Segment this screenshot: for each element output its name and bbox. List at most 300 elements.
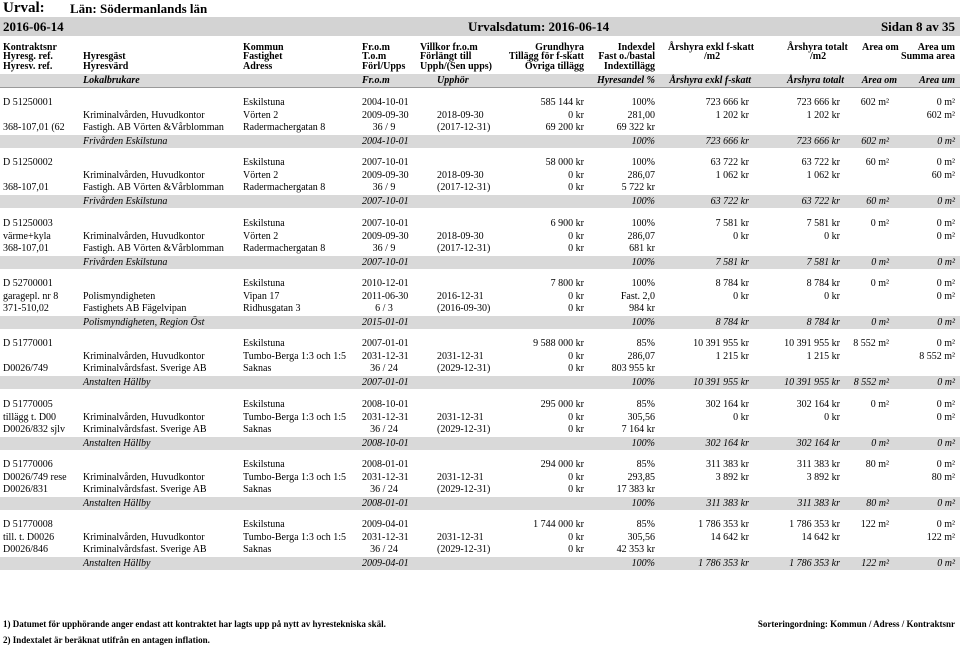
annual-rent-total-per-m2: 3 892 kr xyxy=(806,471,840,483)
area-om: 602 m² xyxy=(860,97,889,108)
landlord-ref: 368-107,01 (62 xyxy=(3,122,65,133)
footnote-1: 1) Datumet för upphörande anger endast att kontraktet har lagts upp på nytt av hyrestekniska skäl. xyxy=(3,619,386,629)
property-tax-supplement: 0 kr xyxy=(568,351,584,363)
contract-record xyxy=(0,519,960,571)
occupant-area-um: 0 m² xyxy=(937,136,955,147)
record-occupant-band xyxy=(0,437,960,450)
extended-to: 2018-09-30 xyxy=(437,110,484,121)
landlord-ref: 368-107,01 xyxy=(3,242,49,254)
annual-rent-total-per-m2: 1 202 kr xyxy=(806,110,840,121)
end-date: 2031-12-31 xyxy=(362,411,409,423)
annual-rent-total: 302 164 kr xyxy=(796,398,840,410)
tenant-ref: garagepl. nr 8 xyxy=(3,290,59,302)
col-occupant-rent-total: Årshyra totalt xyxy=(787,75,844,86)
fixed-base-value: 286,07 xyxy=(627,170,655,182)
occupant-area-um: 0 m² xyxy=(937,316,955,328)
record-row-contract xyxy=(0,278,960,290)
contract-record xyxy=(0,459,960,511)
col-annual-rent-total: Årshyra totalt xyxy=(787,42,848,53)
base-rent: 7 800 kr xyxy=(550,277,584,289)
occupant-from: 2004-10-01 xyxy=(362,136,409,147)
occupant-from: 2008-10-01 xyxy=(362,437,409,449)
annual-rent-excl: 1 786 353 kr xyxy=(698,519,749,531)
end-date: 2009-09-30 xyxy=(362,110,409,121)
municipality: Eskilstuna xyxy=(243,338,285,350)
start-date: 2010-12-01 xyxy=(362,277,409,289)
index-share: 100% xyxy=(631,277,655,289)
record-row-contract xyxy=(0,519,960,531)
annual-rent-total-per-m2: 1 215 kr xyxy=(806,351,840,363)
annual-rent-excl-per-m2: 1 215 kr xyxy=(715,351,749,363)
area-om: 80 m² xyxy=(865,458,889,470)
occupant-from: 2007-01-01 xyxy=(362,377,409,389)
record-occupant-band xyxy=(0,256,960,269)
tenant: Kriminalvården, Huvudkontor xyxy=(83,532,205,544)
col-tenant-ref: Hyresg. ref. xyxy=(3,51,53,62)
area-um: 0 m² xyxy=(936,519,955,531)
extended-to: 2031-12-31 xyxy=(437,532,484,544)
rent-share: 100% xyxy=(631,136,655,147)
annual-rent-total-per-m2: 0 kr xyxy=(824,411,840,423)
annual-rent-total: 63 722 kr xyxy=(801,157,840,169)
area-om: 0 m² xyxy=(870,398,889,410)
record-row-contract xyxy=(0,459,960,471)
occupant-area-om: 80 m² xyxy=(866,497,889,509)
occupant-area-om: 0 m² xyxy=(871,437,889,449)
occupant-rent-total: 7 581 kr xyxy=(806,256,840,268)
extended-to: 2031-12-31 xyxy=(437,411,484,423)
base-rent: 295 000 kr xyxy=(540,398,584,410)
index-share: 100% xyxy=(631,217,655,229)
landlord: Kriminalvårdsfast. Sverige AB xyxy=(83,544,207,556)
address: Ridhusgatan 3 xyxy=(243,302,301,314)
index-share: 85% xyxy=(636,338,655,350)
start-date: 2007-01-01 xyxy=(362,338,409,350)
landlord-ref: D0026/749 xyxy=(3,363,48,375)
fixed-base-value: Fast. 2,0 xyxy=(620,290,655,302)
end-date: 2011-06-30 xyxy=(362,290,409,302)
area-um: 0 m² xyxy=(936,277,955,289)
landlord: Kriminalvårdsfast. Sverige AB xyxy=(83,483,207,495)
other-supplements: 0 kr xyxy=(568,182,584,194)
area-um: 0 m² xyxy=(936,338,955,350)
col-occupant-area-om: Area om xyxy=(861,75,897,86)
occupant-header-band xyxy=(0,74,960,88)
record-row-landlord xyxy=(0,424,960,436)
start-date: 2004-10-01 xyxy=(362,97,409,108)
page-number: Sidan 8 av 35 xyxy=(880,19,955,34)
landlord-ref: D0026/846 xyxy=(3,544,48,556)
property: Tumbo-Berga 1:3 och 1:5 xyxy=(243,351,347,363)
extended-to: 2031-12-31 xyxy=(437,351,484,363)
occupant: Frivården Eskilstuna xyxy=(83,136,168,147)
record-row-landlord xyxy=(0,544,960,556)
record-row-landlord xyxy=(0,182,960,194)
start-date: 2007-10-01 xyxy=(362,217,409,229)
col-index-supplement: Indextillägg xyxy=(603,61,655,72)
annual-rent-total-per-m2: 1 062 kr xyxy=(806,170,840,182)
occupant: Anstalten Hällby xyxy=(83,558,151,570)
occupant-rent-excl: 311 383 kr xyxy=(706,497,749,509)
annual-rent-total: 723 666 kr xyxy=(796,97,840,108)
terminated: (2029-12-31) xyxy=(437,363,491,375)
col-base-rent: Grundhyra xyxy=(535,42,584,53)
annual-rent-excl-per-m2: 1 202 kr xyxy=(715,110,749,121)
record-row-tenant xyxy=(0,412,960,424)
tenant-ref: D0026/749 rese xyxy=(3,471,67,483)
area-om: 0 m² xyxy=(870,217,889,229)
occupant-area-om: 602 m² xyxy=(861,136,889,147)
total-area: 602 m² xyxy=(926,110,955,121)
property-tax-supplement: 0 kr xyxy=(568,290,584,302)
occupant-area-om: 122 m² xyxy=(861,558,889,570)
other-supplements: 0 kr xyxy=(568,363,584,375)
annual-rent-excl-per-m2: 0 kr xyxy=(733,290,749,302)
occupant-rent-total: 8 784 kr xyxy=(806,316,840,328)
total-area: 8 552 m² xyxy=(919,351,955,363)
col-end-date: T.o.m xyxy=(362,51,387,62)
contract-number: D 51770008 xyxy=(3,519,53,531)
tenant-ref: värme+kyla xyxy=(3,230,51,242)
annual-rent-total: 7 581 kr xyxy=(806,217,840,229)
fixed-base-value: 293,85 xyxy=(627,471,655,483)
occupant-from: 2009-04-01 xyxy=(362,558,409,570)
end-date: 2031-12-31 xyxy=(362,351,409,363)
index-supplement: 681 kr xyxy=(629,242,655,254)
occupant-area-um: 0 m² xyxy=(937,558,955,570)
selection-label: Urval: xyxy=(3,0,45,16)
occupant-rent-total: 311 383 kr xyxy=(797,497,840,509)
contract-number: D 51770005 xyxy=(3,398,53,410)
annual-rent-excl: 723 666 kr xyxy=(705,97,749,108)
start-date: 2007-10-01 xyxy=(362,157,409,169)
record-row-tenant xyxy=(0,170,960,182)
record-occupant-band xyxy=(0,316,960,329)
occupant-rent-total: 723 666 kr xyxy=(796,136,840,147)
report-header-band xyxy=(0,17,960,36)
index-share: 85% xyxy=(636,398,655,410)
address: Radermachergatan 8 xyxy=(243,122,326,133)
index-supplement: 7 164 kr xyxy=(621,423,655,435)
occupant-from: 2008-01-01 xyxy=(362,497,409,509)
area-um: 0 m² xyxy=(936,217,955,229)
contract-number: D 51250003 xyxy=(3,217,53,229)
address: Radermachergatan 8 xyxy=(243,182,326,194)
occupant-rent-total: 302 164 kr xyxy=(796,437,840,449)
col-property-tax-supplement: Tillägg för f-skatt xyxy=(508,51,584,62)
record-row-landlord xyxy=(0,363,960,375)
occupant-rent-total: 1 786 353 kr xyxy=(789,558,840,570)
occupant-area-um: 0 m² xyxy=(937,196,955,208)
property: Vipan 17 xyxy=(243,290,280,302)
occupant-from: 2007-10-01 xyxy=(362,256,409,268)
rent-share: 100% xyxy=(631,256,655,268)
property-tax-supplement: 0 kr xyxy=(568,170,584,182)
tenant: Kriminalvården, Huvudkontor xyxy=(83,471,205,483)
other-supplements: 0 kr xyxy=(568,423,584,435)
total-area: 0 m² xyxy=(936,230,955,242)
record-row-tenant xyxy=(0,351,960,363)
annual-rent-excl-per-m2: 14 642 kr xyxy=(710,532,749,544)
record-row-contract xyxy=(0,97,960,109)
occupant-rent-excl: 7 581 kr xyxy=(715,256,749,268)
col-fixed-base-value: Fast o./bastal xyxy=(598,51,655,62)
col-index-share: Indexdel xyxy=(617,42,655,53)
tenant-ref: till. t. D0026 xyxy=(3,532,55,544)
record-occupant-band xyxy=(0,195,960,208)
total-area: 122 m² xyxy=(926,532,955,544)
col-tenant: Hyresgäst xyxy=(83,51,126,62)
col-occupant-from: Fr.o.m xyxy=(362,75,390,86)
occupant-area-om: 0 m² xyxy=(871,316,889,328)
area-om: 60 m² xyxy=(865,157,889,169)
municipality: Eskilstuna xyxy=(243,458,285,470)
address: Radermachergatan 8 xyxy=(243,242,326,254)
terminated: (2017-12-31) xyxy=(437,182,491,194)
occupant: Anstalten Hällby xyxy=(83,377,151,389)
municipality: Eskilstuna xyxy=(243,97,285,108)
contract-number: D 51770001 xyxy=(3,338,53,350)
record-row-contract xyxy=(0,338,960,350)
extended-to: 2018-09-30 xyxy=(437,170,484,182)
extension-notice: 6 / 3 xyxy=(375,302,393,314)
occupant: Frivården Eskilstuna xyxy=(83,196,168,208)
record-occupant-band xyxy=(0,557,960,570)
base-rent: 294 000 kr xyxy=(540,458,584,470)
other-supplements: 0 kr xyxy=(568,544,584,556)
col-annual-rent-excl-per-m2: /m2 xyxy=(704,51,721,62)
rent-share: 100% xyxy=(631,377,655,389)
annual-rent-total-per-m2: 0 kr xyxy=(824,230,840,242)
annual-rent-excl-per-m2: 3 892 kr xyxy=(715,471,749,483)
extended-to: 2018-09-30 xyxy=(437,230,484,242)
annual-rent-total-per-m2: 14 642 kr xyxy=(801,532,840,544)
contract-number: D 51250002 xyxy=(3,157,53,169)
col-contract-number: Kontraktsnr xyxy=(3,42,57,53)
occupant-rent-excl: 302 164 kr xyxy=(705,437,749,449)
annual-rent-total: 311 383 kr xyxy=(797,458,840,470)
column-header-row-3 xyxy=(0,62,960,72)
contract-record xyxy=(0,338,960,390)
annual-rent-excl: 10 391 955 kr xyxy=(693,338,749,350)
annual-rent-excl: 7 581 kr xyxy=(715,217,749,229)
extension-notice: 36 / 24 xyxy=(370,423,398,435)
occupant-rent-total: 10 391 955 kr xyxy=(784,377,840,389)
occupant-rent-excl: 723 666 kr xyxy=(705,136,749,147)
annual-rent-excl-per-m2: 0 kr xyxy=(733,411,749,423)
col-occupant-area-um: Area um xyxy=(919,75,955,86)
report-date: 2016-06-14 xyxy=(3,19,64,34)
extended-to: 2016-12-31 xyxy=(437,290,484,302)
area-om: 0 m² xyxy=(870,277,889,289)
annual-rent-excl: 8 784 kr xyxy=(715,277,749,289)
col-total-area: Summa area xyxy=(901,51,955,62)
landlord-ref: 368-107,01 xyxy=(3,182,49,194)
sort-order: Sorteringordning: Kommun / Adress / Kontraktsnr xyxy=(757,619,955,629)
col-occupant-rent-excl: Årshyra exkl f-skatt xyxy=(669,75,751,86)
terminated: (2017-12-31) xyxy=(437,122,491,133)
col-start-date: Fr.o.m xyxy=(362,42,390,53)
index-supplement: 5 722 kr xyxy=(621,182,655,194)
occupant-rent-total: 63 722 kr xyxy=(801,196,840,208)
other-supplements: 0 kr xyxy=(568,242,584,254)
record-occupant-band xyxy=(0,376,960,389)
annual-rent-excl: 63 722 kr xyxy=(710,157,749,169)
area-um: 0 m² xyxy=(936,398,955,410)
annual-rent-excl: 302 164 kr xyxy=(705,398,749,410)
total-area: 80 m² xyxy=(931,471,955,483)
col-annual-rent-total-per-m2: /m2 xyxy=(810,51,827,62)
fixed-base-value: 286,07 xyxy=(627,230,655,242)
col-terms-from: Villkor fr.o.m xyxy=(420,42,478,53)
area-om: 122 m² xyxy=(860,519,889,531)
annual-rent-excl-per-m2: 1 062 kr xyxy=(715,170,749,182)
record-row-tenant xyxy=(0,291,960,303)
start-date: 2009-04-01 xyxy=(362,519,409,531)
municipality: Eskilstuna xyxy=(243,157,285,169)
municipality: Eskilstuna xyxy=(243,519,285,531)
contract-record xyxy=(0,399,960,451)
base-rent: 58 000 kr xyxy=(545,157,584,169)
record-occupant-band xyxy=(0,135,960,148)
selection-date: Urvalsdatum: 2016-06-14 xyxy=(468,19,610,34)
rent-share: 100% xyxy=(631,196,655,208)
record-row-contract xyxy=(0,399,960,411)
terminated: (2029-12-31) xyxy=(437,483,491,495)
record-row-tenant xyxy=(0,532,960,544)
property: Tumbo-Berga 1:3 och 1:5 xyxy=(243,532,347,544)
rent-share: 100% xyxy=(631,316,655,328)
occupant: Frivården Eskilstuna xyxy=(83,256,168,268)
tenant: Kriminalvården, Huvudkontor xyxy=(83,110,205,121)
col-annual-rent-excl: Årshyra exkl f-skatt xyxy=(668,42,755,53)
property: Vörten 2 xyxy=(243,230,279,242)
col-terminated: Upph/(Sen upps) xyxy=(420,61,492,72)
extension-notice: 36 / 9 xyxy=(372,122,396,133)
other-supplements: 0 kr xyxy=(568,302,584,314)
area-um: 0 m² xyxy=(936,458,955,470)
col-municipality: Kommun xyxy=(243,42,284,53)
occupant: Anstalten Hällby xyxy=(83,437,151,449)
occupant-from: 2007-10-01 xyxy=(362,196,409,208)
start-date: 2008-01-01 xyxy=(362,458,409,470)
contract-record xyxy=(0,157,960,209)
index-share: 100% xyxy=(631,157,655,169)
occupant: Anstalten Hällby xyxy=(83,497,151,509)
occupant-area-um: 0 m² xyxy=(937,377,955,389)
index-supplement: 984 kr xyxy=(629,302,655,314)
record-row-landlord xyxy=(0,243,960,255)
index-supplement: 69 322 kr xyxy=(616,122,655,133)
record-row-tenant xyxy=(0,231,960,243)
annual-rent-total-per-m2: 0 kr xyxy=(824,290,840,302)
tenant: Kriminalvården, Huvudkontor xyxy=(83,351,205,363)
extension-notice: 36 / 24 xyxy=(370,363,398,375)
col-address: Adress xyxy=(243,61,273,72)
municipality: Eskilstuna xyxy=(243,217,285,229)
other-supplements: 0 kr xyxy=(568,483,584,495)
index-supplement: 17 383 kr xyxy=(616,483,655,495)
extended-to: 2031-12-31 xyxy=(437,471,484,483)
base-rent: 9 588 000 kr xyxy=(533,338,584,350)
occupant-rent-excl: 1 786 353 kr xyxy=(698,558,749,570)
annual-rent-total: 8 784 kr xyxy=(806,277,840,289)
tenant: Kriminalvården, Huvudkontor xyxy=(83,411,205,423)
record-occupant-band xyxy=(0,497,960,510)
base-rent: 1 744 000 kr xyxy=(533,519,584,531)
annual-rent-excl-per-m2: 0 kr xyxy=(733,230,749,242)
property-tax-supplement: 0 kr xyxy=(568,411,584,423)
property: Vörten 2 xyxy=(243,110,279,121)
tenant: Kriminalvården, Huvudkontor xyxy=(83,230,205,242)
col-rent-share: Hyresandel % xyxy=(596,75,655,86)
extension-notice: 36 / 9 xyxy=(372,182,396,194)
fixed-base-value: 305,56 xyxy=(627,411,655,423)
record-row-landlord xyxy=(0,122,960,134)
landlord: Fastigh. AB Vörten &Vårblomman xyxy=(83,122,224,133)
landlord: Fastighets AB Fägelvipan xyxy=(83,302,187,314)
annual-rent-excl: 311 383 kr xyxy=(706,458,749,470)
area-um: 0 m² xyxy=(936,157,955,169)
index-share: 85% xyxy=(636,519,655,531)
contract-number: D 52700001 xyxy=(3,277,53,289)
municipality: Eskilstuna xyxy=(243,398,285,410)
tenant: Kriminalvården, Huvudkontor xyxy=(83,170,205,182)
extension-notice: 36 / 24 xyxy=(370,483,398,495)
footnote-2: 2) Indextalet är beräknat utifrån en antagen inflation. xyxy=(3,635,210,645)
contract-number: D 51250001 xyxy=(3,97,53,108)
record-row-contract xyxy=(0,218,960,230)
landlord: Fastigh. AB Vörten &Vårblomman xyxy=(83,182,224,194)
occupant-area-um: 0 m² xyxy=(937,256,955,268)
address: Saknas xyxy=(243,544,272,556)
total-area: 60 m² xyxy=(931,170,955,182)
col-occupant: Lokalbrukare xyxy=(83,75,140,86)
fixed-base-value: 286,07 xyxy=(627,351,655,363)
end-date: 2031-12-31 xyxy=(362,532,409,544)
total-area: 0 m² xyxy=(936,411,955,423)
terminated: (2016-09-30) xyxy=(437,302,491,314)
address: Saknas xyxy=(243,363,272,375)
base-rent: 585 144 kr xyxy=(540,97,584,108)
contract-record xyxy=(0,278,960,330)
col-landlord: Hyresvärd xyxy=(83,61,129,72)
occupant-area-um: 0 m² xyxy=(937,437,955,449)
terminated: (2029-12-31) xyxy=(437,423,491,435)
rent-share: 100% xyxy=(631,497,655,509)
contract-record xyxy=(0,218,960,270)
col-extension-notice: Förl/Upps xyxy=(362,61,406,72)
rent-share: 100% xyxy=(631,558,655,570)
extension-notice: 36 / 24 xyxy=(370,544,398,556)
occupant-area-om: 0 m² xyxy=(871,256,889,268)
annual-rent-total: 1 786 353 kr xyxy=(789,519,840,531)
address: Saknas xyxy=(243,423,272,435)
tenant: Polismyndigheten xyxy=(83,290,156,302)
tenant-ref: tillägg t. D00 xyxy=(3,411,57,423)
col-other-supplements: Övriga tillägg xyxy=(524,61,584,72)
property: Vörten 2 xyxy=(243,170,279,182)
base-rent: 6 900 kr xyxy=(550,217,584,229)
end-date: 2009-09-30 xyxy=(362,170,409,182)
occupant-from: 2015-01-01 xyxy=(362,316,409,328)
end-date: 2031-12-31 xyxy=(362,471,409,483)
record-row-tenant xyxy=(0,472,960,484)
col-occupant-ends: Upphör xyxy=(437,75,469,86)
col-area-om: Area om xyxy=(862,42,899,53)
landlord: Fastigh. AB Vörten &Vårblomman xyxy=(83,242,224,254)
contract-number: D 51770006 xyxy=(3,458,53,470)
